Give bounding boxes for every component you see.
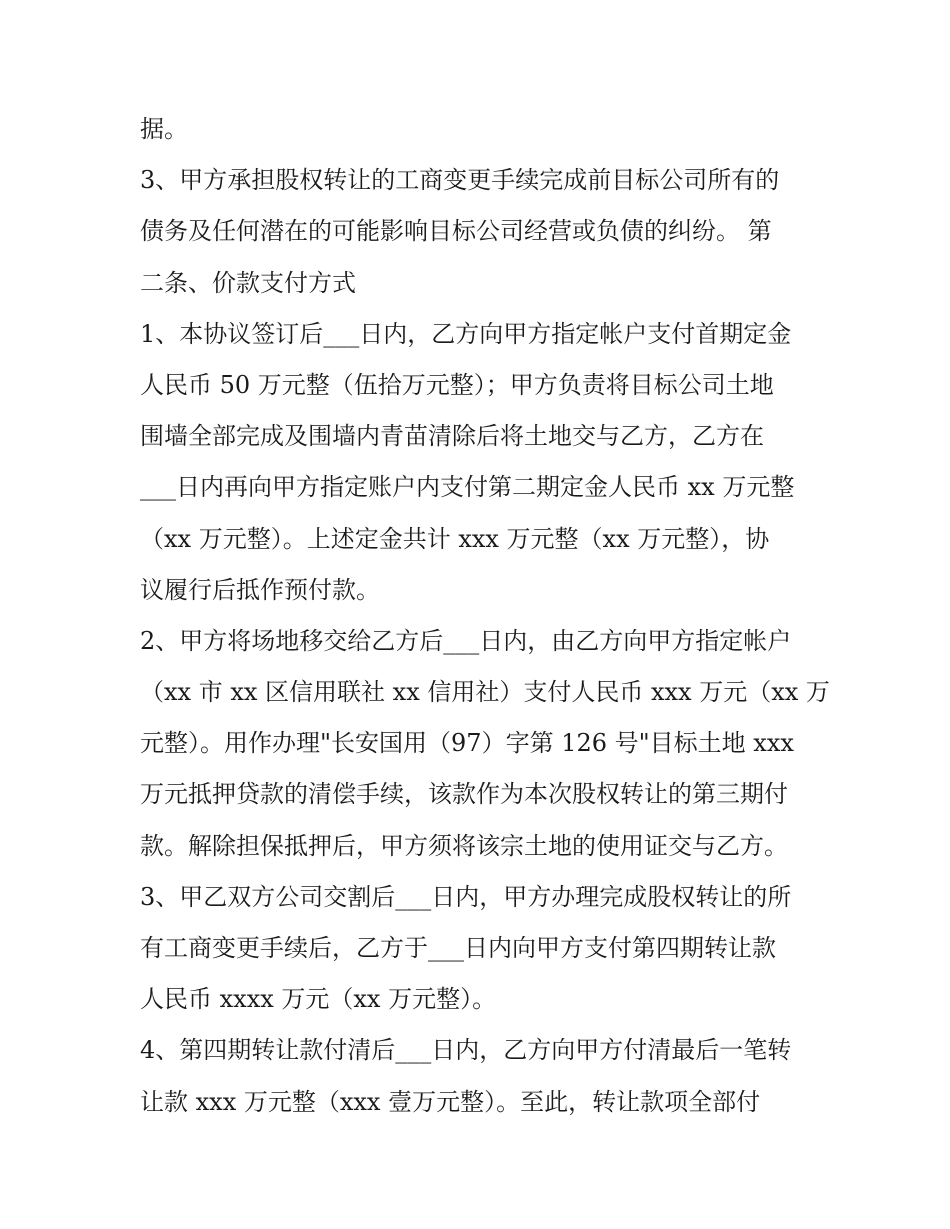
text-line: 3、甲乙双方公司交割后___日内，甲方办理完成股权转让的所 bbox=[140, 882, 792, 911]
text-line: 议履行后抵作预付款。 bbox=[140, 575, 380, 604]
text-line: 元整）。用作办理"长安国用（97）字第 126 号"目标土地 xxx bbox=[140, 729, 794, 758]
text-line: ___日内再向甲方指定账户内支付第二期定金人民币 xx 万元整 bbox=[140, 473, 795, 502]
document-body bbox=[140, 104, 830, 1128]
text-line: 2、甲方将场地移交给乙方后___日内，由乙方向甲方指定帐户 bbox=[140, 626, 792, 655]
text-line: 二条、价款支付方式 bbox=[140, 268, 356, 297]
text-line: 人民币 50 万元整（伍拾万元整）；甲方负责将目标公司土地 bbox=[140, 370, 774, 399]
text-line: 债务及任何潜在的可能影响目标公司经营或负债的纠纷。 第 bbox=[140, 217, 772, 246]
text-line: 款。解除担保抵押后，甲方须将该宗土地的使用证交与乙方。 bbox=[140, 831, 788, 860]
text-line: 据。 bbox=[140, 115, 188, 143]
text-line: 人民币 xxxx 万元（xx 万元整）。 bbox=[140, 985, 497, 1014]
text-line: 3、甲方承担股权转让的工商变更手续完成前目标公司所有的 bbox=[140, 166, 780, 195]
text-line: 围墙全部完成及围墙内青苗清除后将土地交与乙方，乙方在 bbox=[140, 422, 764, 451]
text-line: 有工商变更手续后，乙方于___日内向甲方支付第四期转让款 bbox=[140, 934, 776, 962]
text-line: 4、第四期转让款付清后___日内，乙方向甲方付清最后一笔转 bbox=[140, 1036, 792, 1065]
text-line: 万元抵押贷款的清偿手续，该款作为本次股权转让的第三期付 bbox=[140, 780, 788, 809]
text-line: 1、本协议签订后___日内，乙方向甲方指定帐户支付首期定金 bbox=[140, 319, 792, 348]
text-line: 让款 xxx 万元整（xxx 壹万元整）。至此，转让款项全部付 bbox=[140, 1087, 761, 1116]
text-line: （xx 市 xx 区信用联社 xx 信用社）支付人民币 xxx 万元（xx 万 bbox=[140, 678, 830, 707]
text-line: （xx 万元整）。上述定金共计 xxx 万元整（xx 万元整），协 bbox=[140, 524, 770, 553]
